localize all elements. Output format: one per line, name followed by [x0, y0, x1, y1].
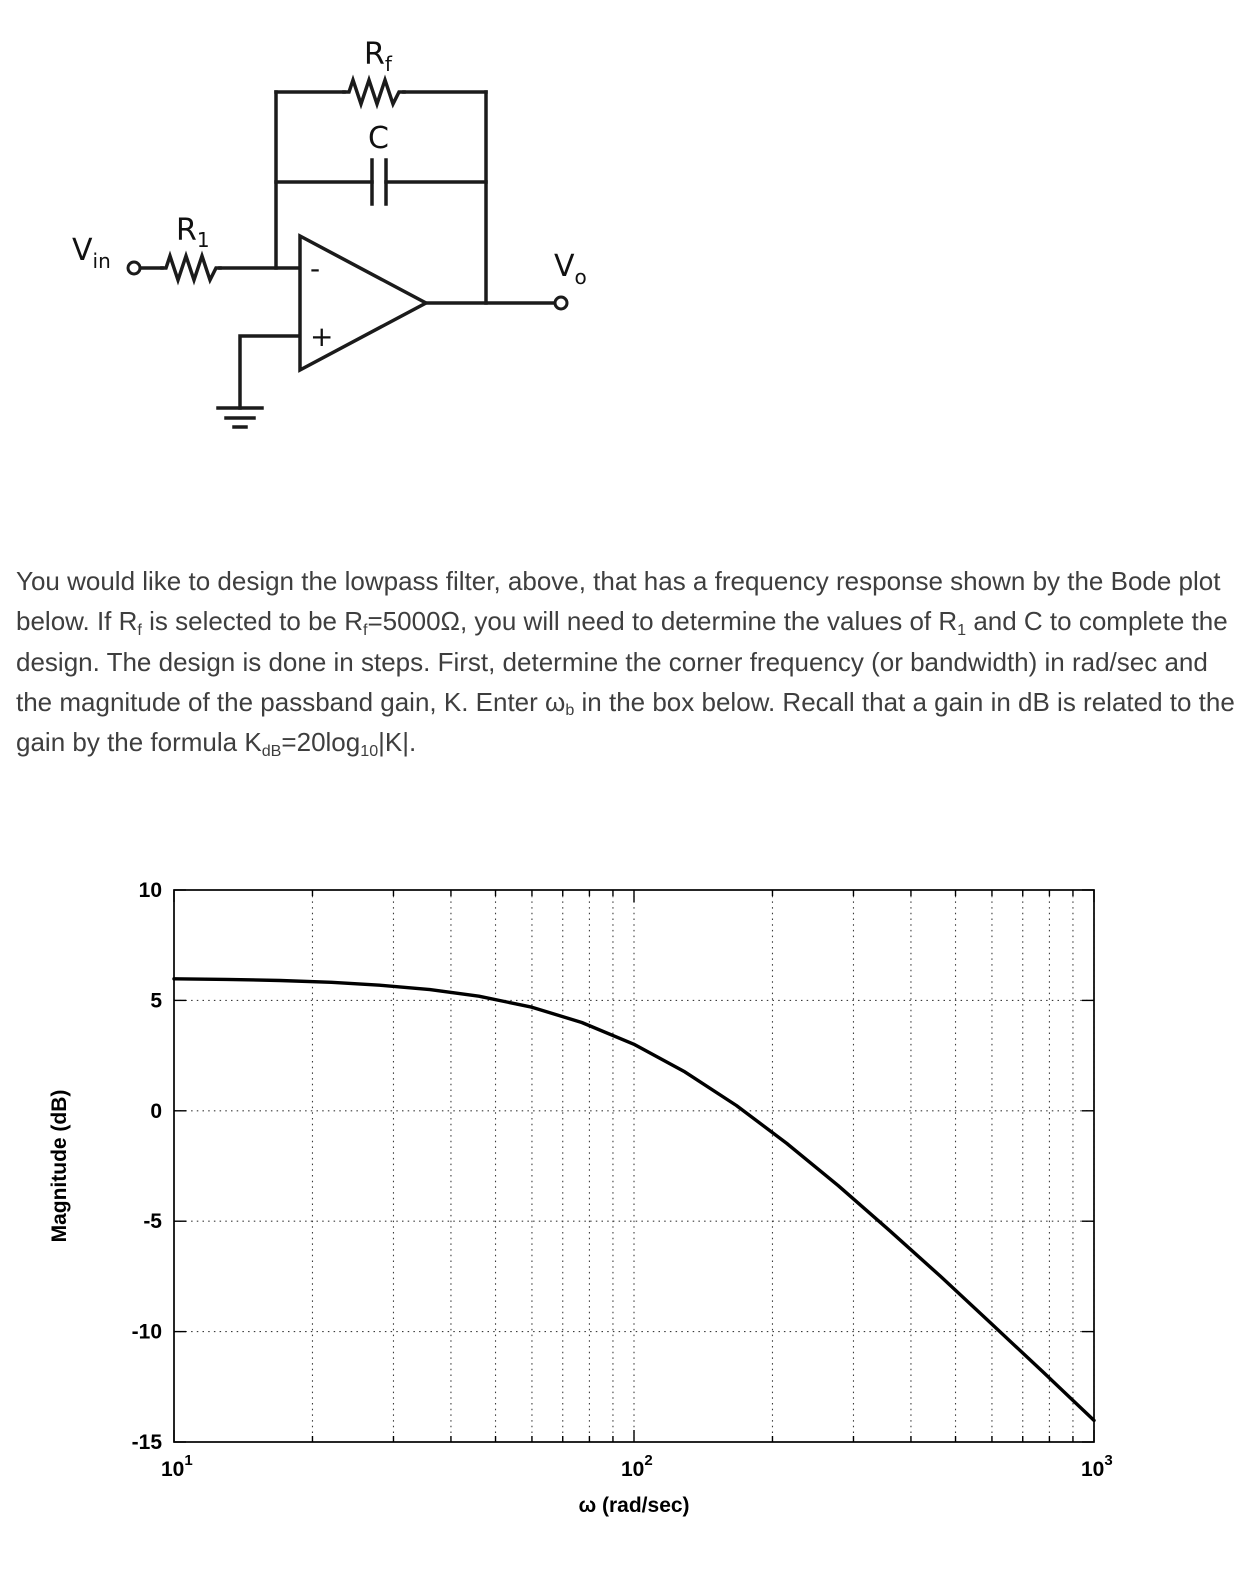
axes-box [174, 890, 1094, 1442]
r1-resistor [162, 256, 220, 280]
y-tick-label: -15 [131, 1431, 162, 1455]
x-axis-label: ω (rad/sec) [578, 1494, 690, 1518]
text-run: is selected to be R [141, 606, 364, 637]
y-tick-label: 0 [150, 1100, 162, 1124]
text-run: You would like to design the lowpass filter, above, that has a frequency response shown by the Bode plot below. If R [16, 566, 1221, 637]
circuit-figure [28, 10, 1259, 515]
rf-label: $R_f$ [364, 37, 392, 76]
y-tick-label: -5 [143, 1210, 162, 1234]
circuit-diagram [28, 10, 648, 510]
subscript: dB [261, 741, 282, 760]
vin-label: $V_{in}$ [72, 233, 111, 273]
y-tick-label: -10 [131, 1321, 162, 1345]
bode-plot-figure [24, 880, 1259, 1535]
vo-label: $V_o$ [554, 249, 587, 289]
vo-terminal [555, 297, 567, 309]
subscript: b [565, 701, 575, 720]
subscript: f [363, 620, 368, 639]
subscript: 10 [360, 741, 379, 760]
bode-plot [24, 880, 1134, 1530]
text-run: =20log [281, 727, 361, 758]
y-tick-label: 5 [150, 989, 162, 1013]
problem-statement [16, 561, 1241, 762]
y-axis-label: Magnitude (dB) [48, 1090, 71, 1243]
noninverting-input-sign: + [310, 320, 334, 353]
r1-label: $R_1$ [176, 213, 210, 252]
c-label: C [368, 121, 389, 156]
noninverting-wire [240, 336, 300, 408]
text-run: |K|. [378, 727, 417, 758]
subscript: 1 [957, 620, 967, 639]
text-run: in the box below. Recall that a gain in dB is related to the gain by the formula K [16, 686, 1235, 758]
text-run: and C to complete the design. The design is done in steps. First, determine the corner frequency (or bandwidth) in rad/sec and the magnitude of the passband gain, K. Enter ω [16, 606, 1228, 717]
rf-resistor [344, 80, 404, 104]
inverting-input-sign: - [310, 252, 321, 285]
text-run: =5000Ω, you will need to determine the values of R [367, 606, 958, 637]
x-tick-label: $10^1$ [161, 1452, 193, 1482]
x-tick-label: $10^2$ [621, 1452, 653, 1482]
x-tick-label: $10^3$ [1081, 1452, 1113, 1482]
subscript: f [137, 620, 142, 639]
vin-terminal [128, 262, 140, 274]
y-tick-label: 10 [138, 880, 162, 903]
circuit-wires [140, 80, 555, 427]
